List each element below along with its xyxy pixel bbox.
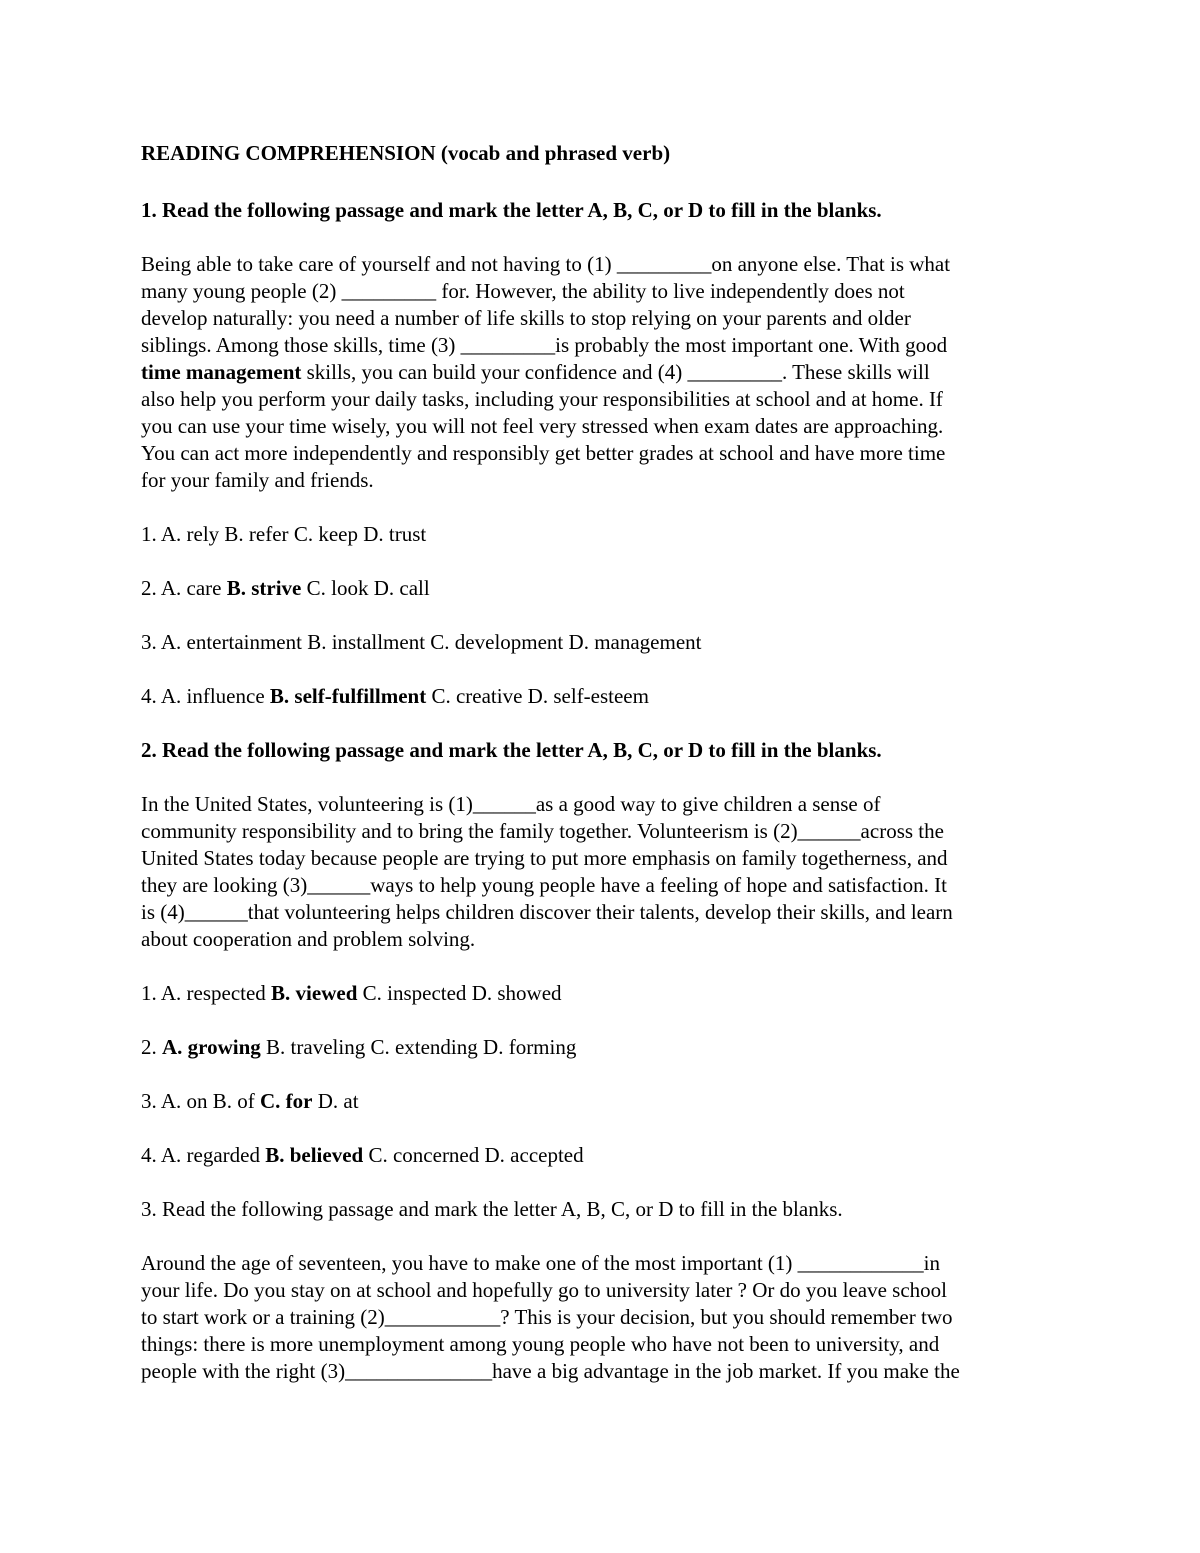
option-d: D. trust — [363, 522, 427, 546]
passage-line: siblings. Among those skills, time (3) _________is probably the most important one. With good — [141, 333, 948, 357]
option-c: C. development — [430, 630, 564, 654]
question-number: 2. — [141, 576, 157, 600]
option-b-answer: B. self-fulfillment — [269, 684, 427, 708]
question-1-options — [141, 980, 1066, 1007]
option-b: B. installment — [307, 630, 426, 654]
option-d: D. call — [373, 576, 430, 600]
document-title: READING COMPREHENSION (vocab and phrased verb) — [141, 141, 671, 165]
highlighted-term: time management — [141, 360, 302, 384]
option-b: B. refer — [224, 522, 289, 546]
section-3-heading: 3. Read the following passage and mark the letter A, B, C, or D to fill in the blanks. — [141, 1197, 843, 1221]
passage-line: for your family and friends. — [141, 468, 374, 492]
section-2-heading: 2. Read the following passage and mark the letter A, B, C, or D to fill in the blanks. — [141, 738, 882, 762]
question-number: 1. — [141, 981, 157, 1005]
option-d: D. showed — [471, 981, 562, 1005]
passage-line: You can act more independently and responsibly get better grades at school and have more time — [141, 441, 946, 465]
option-c: C. concerned — [368, 1143, 480, 1167]
option-c: C. extending — [370, 1035, 478, 1059]
question-number: 2. — [141, 1035, 157, 1059]
passage-line — [141, 359, 1066, 386]
option-d: D. self-esteem — [527, 684, 649, 708]
passage-line: to start work or a training (2)___________? This is your decision, but you should remember two — [141, 1305, 953, 1329]
passage-line: community responsibility and to bring the family together. Volunteerism is (2)______across the — [141, 819, 944, 843]
option-d: D. at — [317, 1089, 359, 1113]
section-3-passage — [141, 1250, 1066, 1385]
passage-line: your life. Do you stay on at school and hopefully go to university later ? Or do you leave school — [141, 1278, 947, 1302]
passage-line: is (4)______that volunteering helps children discover their talents, develop their skills, and learn — [141, 900, 953, 924]
passage-line-rest: skills, you can build your confidence and (4) _________. These skills will — [301, 360, 930, 384]
question-4-options — [141, 1142, 1066, 1169]
passage-line: things: there is more unemployment among young people who have not been to university, and — [141, 1332, 940, 1356]
question-1-options — [141, 521, 1066, 548]
passage-line: people with the right (3)______________have a big advantage in the job market. If you make the — [141, 1359, 960, 1383]
question-2-options — [141, 1034, 1066, 1061]
passage-line: about cooperation and problem solving. — [141, 927, 476, 951]
option-d: D. accepted — [484, 1143, 584, 1167]
question-number: 4. — [141, 684, 157, 708]
option-a-answer: A. growing — [162, 1035, 261, 1059]
option-b: B. traveling — [266, 1035, 366, 1059]
option-c: C. creative — [431, 684, 523, 708]
option-a: A. care — [160, 576, 222, 600]
section-1-heading: 1. Read the following passage and mark the letter A, B, C, or D to fill in the blanks. — [141, 198, 882, 222]
option-b-answer: B. strive — [226, 576, 302, 600]
option-b-answer: B. viewed — [271, 981, 358, 1005]
option-a: A. entertainment — [160, 630, 302, 654]
option-b-answer: B. believed — [265, 1143, 364, 1167]
passage-line: Being able to take care of yourself and not having to (1) _________on anyone else. That is what — [141, 252, 951, 276]
passage-line: you can use your time wisely, you will not feel very stressed when exam dates are approaching. — [141, 414, 944, 438]
option-d: D. management — [568, 630, 702, 654]
passage-line: develop naturally: you need a number of life skills to stop relying on your parents and older — [141, 306, 911, 330]
question-number: 1. — [141, 522, 157, 546]
option-c: C. keep — [293, 522, 358, 546]
section-1-passage — [141, 251, 1066, 494]
option-b: B. of — [212, 1089, 255, 1113]
passage-line: In the United States, volunteering is (1)______as a good way to give children a sense of — [141, 792, 881, 816]
question-3-options — [141, 629, 1066, 656]
question-4-options — [141, 683, 1066, 710]
question-3-options — [141, 1088, 1066, 1115]
option-c-answer: C. for — [260, 1089, 313, 1113]
option-c: C. inspected — [362, 981, 467, 1005]
passage-line: United States today because people are trying to put more emphasis on family togetherness, and — [141, 846, 948, 870]
option-d: D. forming — [483, 1035, 577, 1059]
option-a: A. rely — [160, 522, 220, 546]
question-2-options — [141, 575, 1066, 602]
question-number: 4. — [141, 1143, 157, 1167]
option-a: A. regarded — [160, 1143, 260, 1167]
passage-line: Around the age of seventeen, you have to make one of the most important (1) ____________in — [141, 1251, 940, 1275]
passage-line: they are looking (3)______ways to help young people have a feeling of hope and satisfaction. It — [141, 873, 947, 897]
question-number: 3. — [141, 1089, 157, 1113]
option-c: C. look — [306, 576, 369, 600]
option-a: A. influence — [160, 684, 265, 708]
document-content — [141, 140, 1066, 1385]
passage-line: many young people (2) _________ for. However, the ability to live independently does not — [141, 279, 905, 303]
passage-line: also help you perform your daily tasks, including your responsibilities at school and at home. If — [141, 387, 943, 411]
section-2-passage — [141, 791, 1066, 953]
option-a: A. on — [160, 1089, 208, 1113]
option-a: A. respected — [160, 981, 266, 1005]
question-number: 3. — [141, 630, 157, 654]
